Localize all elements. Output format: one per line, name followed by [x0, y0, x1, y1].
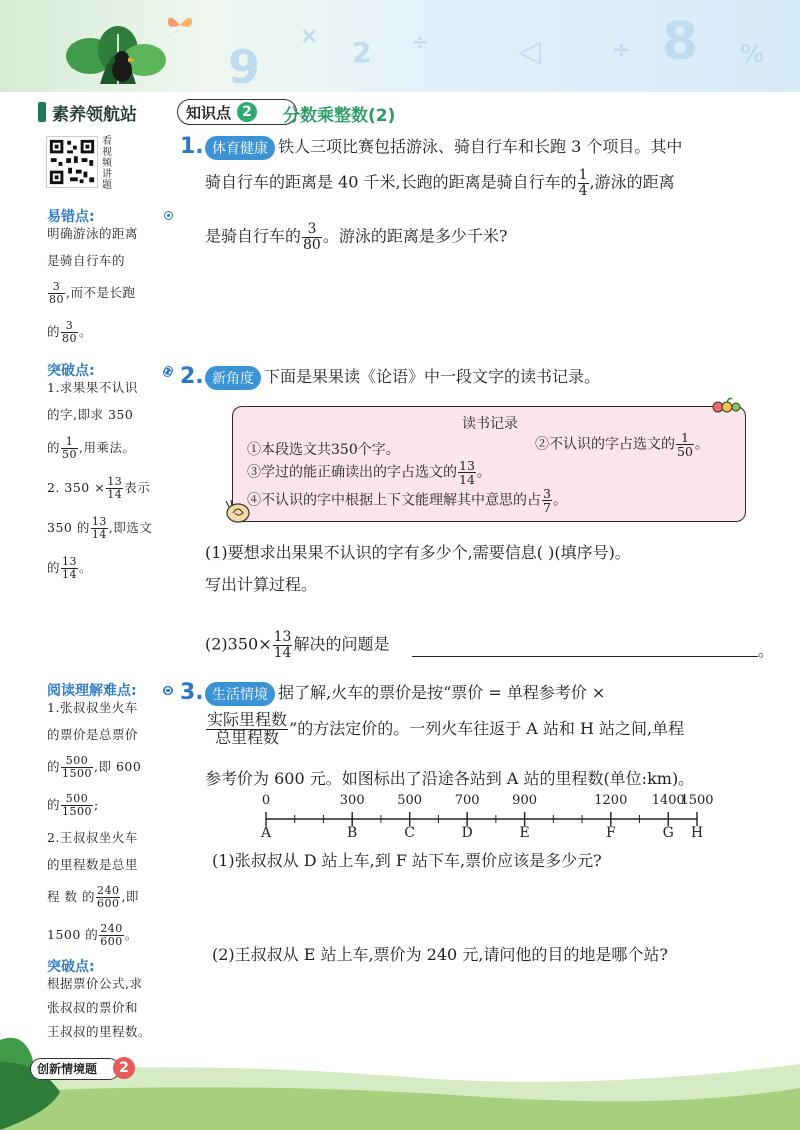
station-label-H: H	[690, 825, 704, 841]
sidebar-text-line: 的 $\frac{1}{50}$ ,用乘法。	[47, 435, 136, 461]
question-2-sub-2: (2)350× $\frac{13}{14}$ 解决的问题是	[205, 629, 390, 661]
knowledge-point-title: 分数乘整数(2)	[283, 106, 396, 126]
station-label-E: E	[519, 825, 530, 841]
question-3-line-1: 生活情境 据了解,火车的票价是按“票价 = 单程参考价 ×	[205, 680, 605, 706]
sidebar-text-line: 根据票价公式,求	[47, 976, 143, 991]
station-label-G: G	[662, 825, 674, 841]
sidebar-text-line: 的字,即求 350	[47, 407, 134, 422]
sidebar-text-line: 王叔叔的里程数。	[47, 1024, 152, 1039]
question-3-line-2: $\frac{\text{实际里程数}}{\text{总里程数}}$ ”的方法定价的。一列火车往返于 A 站和 H 站之间,单程	[207, 710, 685, 747]
question-3-number: 3.	[180, 680, 204, 705]
question-3-sub-2: (2)王叔叔从 E 站上车,票价为 240 元,请问他的目的地是哪个站?	[212, 945, 668, 964]
question-3-sub-1: (1)张叔叔从 D 站上车,到 F 站下车,票价应该是多少元?	[212, 851, 602, 870]
question-3-line-3: 参考价为 600 元。如图标出了沿途各站到 A 站的里程数(单位:km)。	[205, 769, 695, 788]
km-label-A: 0	[261, 793, 271, 808]
sidebar-text-line: 的 $\frac{500}{1500}$ ;	[47, 792, 99, 818]
km-label-C: 500	[397, 793, 423, 808]
sidebar-text-line: 1.张叔叔坐火车	[47, 700, 138, 715]
header-deco-eight: 8	[662, 12, 699, 72]
km-label-G: 1400	[651, 793, 685, 808]
qr-caption: 看视频讲题	[102, 136, 112, 191]
question-1-line-2: 骑自行车的距离是 40 千米,长跑的距离是骑自行车的 $\frac{1}{4}$ ,游泳的距离	[205, 167, 675, 199]
footer-category-tag: 创新情境题	[30, 1058, 120, 1080]
fraction: $\frac{\text{实际里程数}}{\text{总里程数}}$	[207, 710, 288, 747]
record-item-1: ①本段选文共350个字。	[247, 442, 400, 458]
header-deco-divide: ÷	[412, 30, 429, 54]
header-deco-triangle: ▷	[518, 34, 542, 69]
sidebar-text-line: 的票价是总票价	[47, 727, 139, 742]
knowledge-point-number: 2	[237, 102, 257, 122]
km-label-D: 700	[454, 793, 480, 808]
fraction: $\frac{13}{14}$	[91, 515, 107, 541]
record-item-3: ③学过的能正确读出的字占选文的 $\frac{13}{14}$ 。	[247, 458, 491, 488]
header-deco-two: 2	[352, 36, 372, 69]
sidebar-text-line: 2.王叔叔坐火车	[47, 830, 138, 845]
sidebar-text-line: 350 的 $\frac{13}{14}$ ,即选文	[47, 515, 153, 541]
question-1-line-1: 体育健康 铁人三项比赛包括游泳、骑自行车和长跑 3 个项目。其中	[205, 134, 682, 160]
fraction: $\frac{13}{14}$	[459, 458, 475, 488]
sidebar-text-line: 明确游泳的距离	[47, 226, 139, 241]
sidebar-text-line: 的里程数是总里	[47, 857, 139, 872]
station-label-A: A	[260, 825, 272, 841]
question-2-sub-1: (1)要想求出果果不认识的字有多少个,需要信息( )(填序号)。	[205, 543, 631, 562]
fraction: $\frac{500}{1500}$	[62, 792, 93, 818]
question-2-number: 2.	[180, 364, 204, 389]
record-item-4: ④不认识的字中根据上下文能理解其中意思的占 $\frac{3}{7}$ 。	[247, 486, 567, 516]
km-label-F: 1200	[594, 793, 628, 808]
fraction: $\frac{3}{80}$	[303, 221, 321, 253]
station-label-B: B	[347, 825, 358, 841]
question-1-tag: 体育健康	[205, 136, 275, 160]
page-number-badge: 2	[113, 1057, 135, 1079]
section-title: 素养领航站	[52, 104, 137, 125]
reading-record-title: 读书记录	[462, 416, 518, 432]
header-deco-times: ×	[300, 24, 319, 49]
header-deco-percent: %	[740, 40, 765, 68]
header-deco-nine: 9	[228, 40, 261, 92]
sidebar-text-line: 1500 的 $\frac{240}{600}$ 。	[47, 922, 138, 948]
bottom-landscape	[0, 1032, 800, 1130]
sidebar-heading-mistake: 易错点:	[47, 209, 95, 225]
sidebar-heading-breakthrough-2: 突破点:	[47, 959, 95, 975]
station-label-C: C	[404, 825, 416, 841]
question-1-number: 1.	[180, 134, 204, 159]
km-label-E: 900	[512, 793, 538, 808]
sidebar-text-line: 是骑自行车的	[47, 253, 126, 268]
question-2-tag: 新角度	[205, 366, 261, 390]
question-3-tag: 生活情境	[205, 682, 275, 706]
sidebar-text-line: 1.求果果不认识	[47, 380, 138, 395]
fraction: $\frac{3}{80}$	[49, 280, 64, 306]
fraction: $\frac{13}{14}$	[273, 629, 292, 661]
fraction: $\frac{13}{14}$	[107, 475, 123, 501]
fraction: $\frac{1}{50}$	[677, 430, 693, 460]
knowledge-point-label: 知识点	[186, 103, 232, 122]
sidebar-text-line: 的 $\frac{500}{1500}$ ,即 600	[47, 754, 142, 780]
fraction: $\frac{3}{7}$	[543, 486, 551, 516]
sidebar-text-line: 2. 350 × $\frac{13}{14}$ 表示	[47, 475, 151, 501]
station-label-D: D	[461, 825, 473, 841]
record-item-2: ②不认识的字占选文的 $\frac{1}{50}$ 。	[535, 430, 709, 460]
fraction: $\frac{13}{14}$	[62, 555, 78, 581]
sidebar-text-line: 张叔叔的票价和	[47, 1000, 139, 1015]
sidebar-heading-reading: 阅读理解难点:	[47, 683, 137, 699]
km-label-B: 300	[339, 793, 365, 808]
fraction: $\frac{240}{600}$	[100, 922, 123, 948]
fraction: $\frac{240}{600}$	[96, 884, 120, 910]
question-2-sub-2-end: 。	[758, 641, 775, 660]
km-label-H: 1500	[680, 793, 714, 808]
sidebar-text-line: 的 $\frac{13}{14}$ 。	[47, 555, 93, 581]
header-deco-divide-2: ÷	[612, 38, 631, 63]
question-2-sub-1-line-2: 写出计算过程。	[205, 575, 318, 594]
fraction: $\frac{3}{80}$	[62, 319, 78, 345]
fraction: $\frac{500}{1500}$	[62, 754, 93, 780]
sidebar-text-line: 程 数 的 $\frac{240}{600}$ ,即	[47, 884, 139, 910]
sidebar-text-line: 的 $\frac{3}{80}$ 。	[47, 319, 93, 345]
station-label-F: F	[605, 825, 616, 841]
fraction: $\frac{1}{4}$	[578, 167, 588, 199]
question-2-line-1: 新角度 下面是果果读《论语》中一段文字的读书记录。	[205, 364, 600, 390]
sidebar-heading-breakthrough: 突破点:	[47, 363, 95, 379]
question-1-line-3: 是骑自行车的 $\frac{3}{80}$ 。游泳的距离是多少千米?	[205, 221, 508, 253]
fraction: $\frac{1}{50}$	[62, 435, 78, 461]
sidebar-text-line: $\frac{3}{80}$ ,而不是长跑	[49, 280, 136, 306]
